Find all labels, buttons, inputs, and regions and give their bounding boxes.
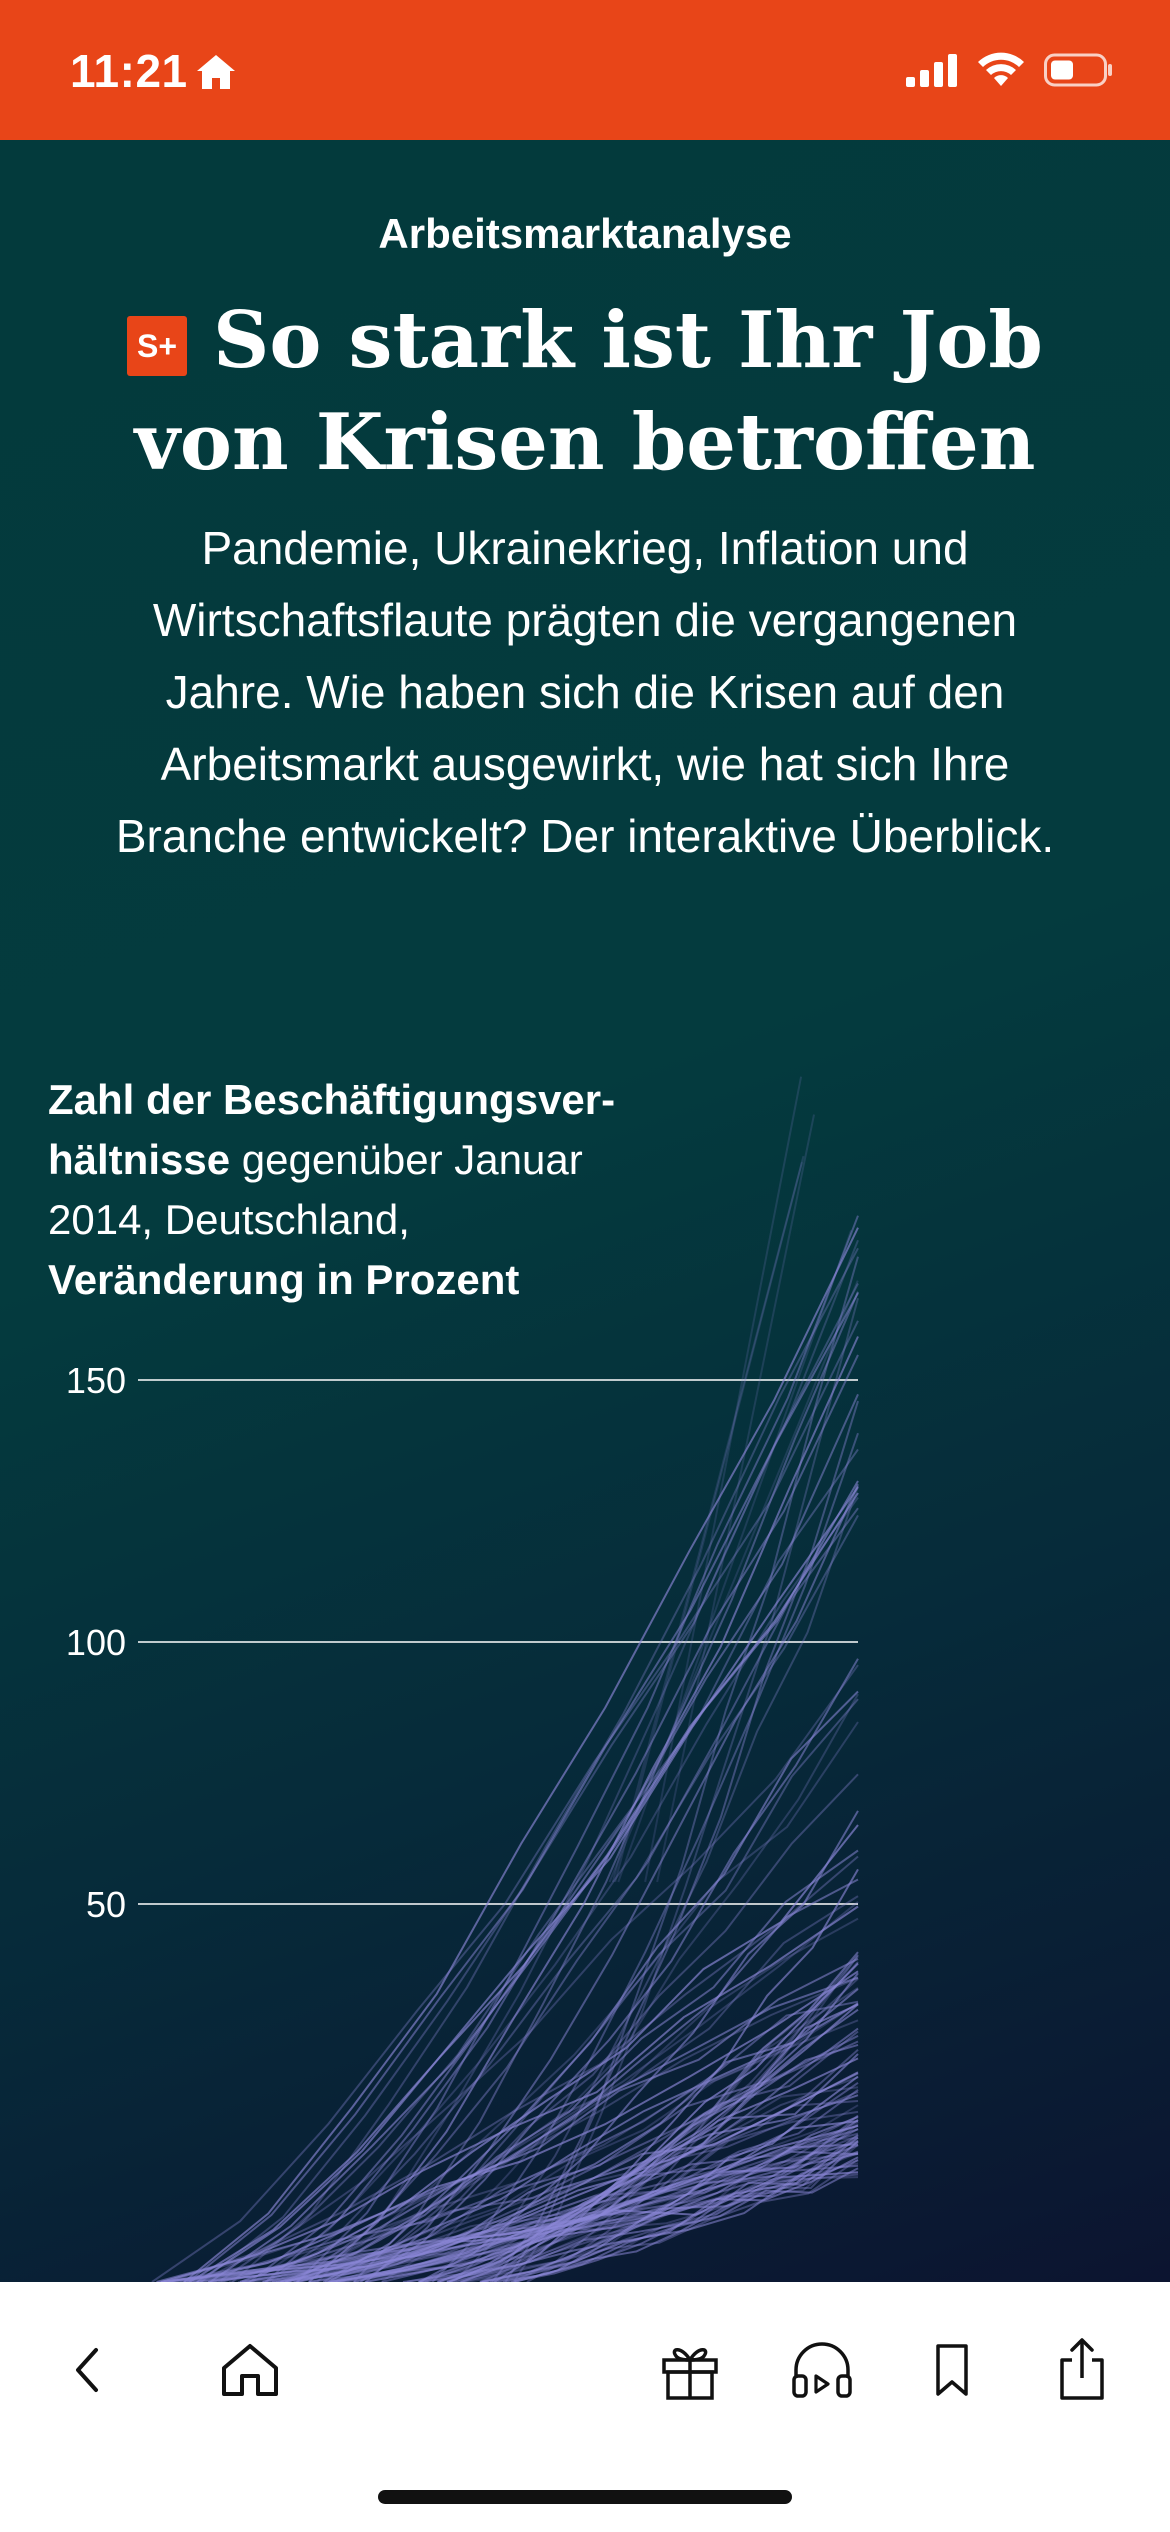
share-button[interactable]	[1042, 2330, 1122, 2410]
home-icon	[218, 2340, 282, 2400]
article-lede: Pandemie, Ukrainekrieg, Inflation und Wirtschaftsflaute prägten die vergangenen Jahre. Wie haben sich die Krisen auf den Arbeitsmarkt ausgewirkt, wie hat sich Ihre Branche entwickelt? Der interaktive Überblick.	[115, 522, 1055, 862]
gift-icon	[658, 2338, 722, 2402]
series-line	[432, 1433, 858, 2282]
bookmark-icon	[928, 2340, 976, 2400]
status-bar	[0, 0, 1170, 140]
series-line	[152, 1321, 858, 2282]
back-icon	[68, 2342, 108, 2398]
headphones-icon	[788, 2338, 856, 2402]
y-tick-label: 100	[65, 1622, 126, 1663]
back-button[interactable]	[48, 2330, 128, 2410]
home-indicator	[378, 2490, 792, 2504]
y-tick-label: 150	[65, 1360, 126, 1401]
bookmark-button[interactable]	[912, 2330, 992, 2410]
chart-label-normal: gegenüber Januar 2014, Deutschland,	[48, 1136, 583, 1243]
article-title-text: So stark ist Ihr Job von Krisen betroffen	[134, 295, 1043, 488]
audio-button[interactable]	[782, 2330, 862, 2410]
battery-icon	[1044, 52, 1114, 93]
wifi-icon	[976, 52, 1026, 93]
status-time: 11:21	[70, 45, 188, 97]
chart-label	[48, 1070, 688, 1310]
splus-badge: S+	[127, 316, 187, 376]
gift-button[interactable]	[650, 2330, 730, 2410]
share-icon	[1054, 2336, 1110, 2404]
home-icon	[194, 52, 238, 97]
article-hero	[0, 140, 1170, 2282]
chart-label-bold: Zahl der Beschäftigungsverhältnisse	[48, 1076, 616, 1183]
y-tick-label: 50	[85, 1884, 126, 1925]
chart-label-unit: Veränderung in Prozent	[48, 1256, 520, 1303]
signal-icon	[906, 53, 958, 92]
article-title	[90, 290, 1080, 494]
article-kicker: Arbeitsmarktanalyse	[378, 210, 792, 257]
home-button[interactable]	[210, 2330, 290, 2410]
chart-y-axis	[66, 1360, 126, 1925]
